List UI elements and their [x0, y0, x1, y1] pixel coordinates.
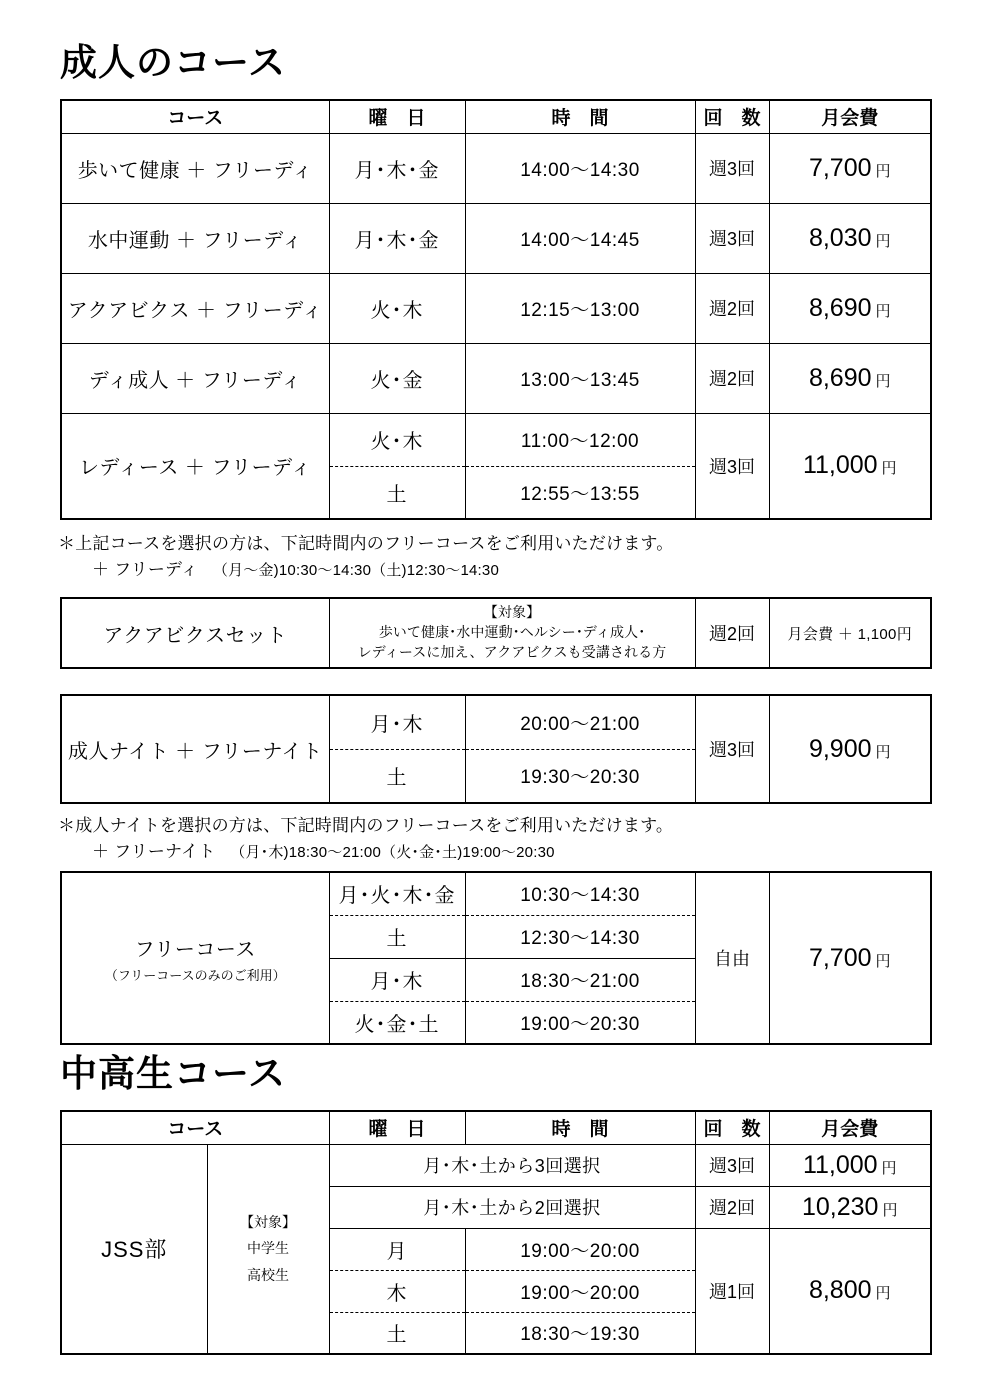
- course-frequency: 週3回: [695, 203, 769, 273]
- header-day: 曜 日: [329, 100, 465, 133]
- fee-unit: 円: [875, 302, 891, 320]
- course-frequency: 週2回: [695, 598, 769, 668]
- note-free-day-line2: [58, 557, 673, 583]
- course-name: アクアビクス ＋ フリーディ: [61, 273, 329, 343]
- header-day: 曜 日: [329, 1111, 465, 1144]
- course-day: 土: [329, 749, 465, 803]
- table-row: [61, 203, 931, 273]
- course-day: 月･木･金: [329, 203, 465, 273]
- note-free-night: [58, 813, 673, 866]
- fee-unit: 円: [882, 1201, 898, 1219]
- table-row-jss-select-3: [61, 1144, 931, 1186]
- course-time: 18:30〜21:00: [465, 958, 695, 1001]
- course-day: 月･火･木･金: [329, 872, 465, 915]
- header-course: コース: [61, 100, 329, 133]
- header-time: 時 間: [465, 100, 695, 133]
- fee-unit: 円: [875, 232, 891, 250]
- course-day: 土: [329, 1312, 465, 1354]
- course-frequency: 週3回: [695, 1144, 769, 1186]
- fee-unit: 円: [875, 1285, 891, 1303]
- note-free-day: [58, 531, 673, 584]
- course-day: 火･木: [329, 413, 465, 466]
- header-fee: 月会費: [769, 100, 931, 133]
- course-time: 19:00〜20:00: [465, 1270, 695, 1312]
- note-free-day-value: （月〜金)10:30〜14:30（土)12:30〜14:30: [212, 562, 500, 580]
- course-frequency: 週2回: [695, 273, 769, 343]
- course-day-time: 月･木･土から3回選択: [329, 1144, 695, 1186]
- course-frequency: 週3回: [695, 695, 769, 803]
- course-fee: [769, 872, 931, 1044]
- course-name-sub: （フリーコースのみのご利用）: [104, 967, 286, 983]
- header-frequency: 回 数: [695, 1111, 769, 1144]
- table-header-row: [61, 100, 931, 133]
- course-fee: [769, 1228, 931, 1354]
- target-line-2: レディースに加え、アクアビクスも受講される方: [357, 643, 667, 660]
- course-frequency: 週2回: [695, 1186, 769, 1228]
- course-day: 月: [329, 1228, 465, 1270]
- course-fee: [769, 203, 931, 273]
- course-frequency: 週3回: [695, 133, 769, 203]
- course-name: JSS部: [61, 1144, 207, 1354]
- adult-night-table: [60, 694, 932, 804]
- course-day: 土: [329, 915, 465, 958]
- fee-unit: 円: [875, 162, 891, 180]
- course-day: 月･木: [329, 695, 465, 749]
- table-row: [61, 343, 931, 413]
- course-time: 14:00〜14:30: [465, 133, 695, 203]
- fee-amount: 10,230: [802, 1192, 879, 1221]
- course-name: 成人ナイト ＋ フリーナイト: [61, 695, 329, 803]
- course-day: 木: [329, 1270, 465, 1312]
- fee-amount: 7,700: [808, 153, 872, 182]
- target-line-1: 歩いて健康･水中運動･ヘルシー･ディ成人･: [378, 624, 646, 641]
- course-fee: [769, 413, 931, 519]
- course-time: 19:00〜20:30: [465, 1001, 695, 1044]
- course-name-main: フリーコース: [134, 938, 256, 961]
- course-day: 土: [329, 466, 465, 519]
- header-frequency: 回 数: [695, 100, 769, 133]
- course-time: 11:00〜12:00: [465, 413, 695, 466]
- target-heading: 【対象】: [240, 1213, 296, 1230]
- fee-amount: 11,000: [802, 1150, 878, 1179]
- target-line-1: 中学生: [247, 1240, 289, 1257]
- note-free-night-value: （月･木)18:30〜21:00（火･金･土)19:00〜20:30: [230, 844, 555, 862]
- fee-unit: 円: [875, 952, 891, 970]
- course-name: 歩いて健康 ＋ フリーディ: [61, 133, 329, 203]
- note-free-night-line2: [58, 839, 673, 865]
- fee-amount: 7,700: [808, 943, 872, 972]
- course-time: 19:30〜20:30: [465, 749, 695, 803]
- table-row-night-upper: [61, 695, 931, 749]
- course-day: 火･金･土: [329, 1001, 465, 1044]
- course-time: 14:00〜14:45: [465, 203, 695, 273]
- course-day: 月･木: [329, 958, 465, 1001]
- course-name: ディ成人 ＋ フリーディ: [61, 343, 329, 413]
- course-time: 18:30〜19:30: [465, 1312, 695, 1354]
- course-time: 13:00〜13:45: [465, 343, 695, 413]
- course-name: 水中運動 ＋ フリーディ: [61, 203, 329, 273]
- aqua-set-table: [60, 597, 932, 669]
- course-fee: [769, 1144, 931, 1186]
- course-time: 20:00〜21:00: [465, 695, 695, 749]
- fee-unit: 円: [881, 460, 897, 478]
- course-frequency: 週3回: [695, 413, 769, 519]
- note-free-day-label: ＋ フリーディ: [92, 560, 199, 580]
- target-line-2: 高校生: [247, 1267, 289, 1284]
- jss-target-description: [207, 1144, 329, 1354]
- course-fee: [769, 343, 931, 413]
- table-header-row: [61, 1111, 931, 1144]
- course-name: レディース ＋ フリーディ: [61, 413, 329, 519]
- table-row-ladies-upper: [61, 413, 931, 466]
- table-row: [61, 133, 931, 203]
- page-title-adult-courses: 成人のコース: [60, 42, 287, 83]
- note-free-night-line1: ＊成人ナイトを選択の方は、下記時間内のフリーコースをご利用いただけます。: [58, 816, 674, 835]
- course-day: 月･木･金: [329, 133, 465, 203]
- table-row-free-1: [61, 872, 931, 915]
- course-fee: [769, 133, 931, 203]
- note-free-night-label: ＋ フリーナイト: [92, 842, 216, 862]
- table-row-aqua-set: [61, 598, 931, 668]
- course-name: アクアビクスセット: [61, 598, 329, 668]
- fee-unit: 円: [881, 1159, 897, 1177]
- course-frequency: 週1回: [695, 1228, 769, 1354]
- course-fee: [769, 273, 931, 343]
- course-frequency: 週2回: [695, 343, 769, 413]
- note-free-day-line1: ＊上記コースを選択の方は、下記時間内のフリーコースをご利用いただけます。: [58, 534, 674, 553]
- fee-amount: 8,030: [808, 223, 872, 252]
- student-course-table: [60, 1110, 932, 1355]
- fee-amount: 9,900: [808, 734, 872, 763]
- fee-unit: 円: [875, 743, 891, 761]
- course-time: 19:00〜20:00: [465, 1228, 695, 1270]
- course-fee: [769, 695, 931, 803]
- target-heading: 【対象】: [483, 604, 541, 621]
- fee-unit: 円: [875, 372, 891, 390]
- course-day: 火･木: [329, 273, 465, 343]
- page-title-student-courses: 中高生コース: [60, 1053, 287, 1094]
- course-frequency: 自由: [695, 872, 769, 1044]
- free-course-table: [60, 871, 932, 1045]
- course-fee: [769, 1186, 931, 1228]
- fee-amount: 8,690: [808, 293, 872, 322]
- table-row: [61, 273, 931, 343]
- fee-amount: 11,000: [802, 451, 878, 480]
- header-fee: 月会費: [769, 1111, 931, 1144]
- adult-course-table: [60, 99, 932, 520]
- course-time: 10:30〜14:30: [465, 872, 695, 915]
- course-time: 12:15〜13:00: [465, 273, 695, 343]
- aqua-set-target-description: [329, 598, 695, 668]
- course-day-time: 月･木･土から2回選択: [329, 1186, 695, 1228]
- fee-amount: 8,800: [808, 1276, 872, 1305]
- course-fee: 月会費 ＋ 1,100円: [769, 598, 931, 668]
- course-day: 火･金: [329, 343, 465, 413]
- course-name: [61, 872, 329, 1044]
- header-course: コース: [61, 1111, 329, 1144]
- fee-amount: 8,690: [808, 363, 872, 392]
- header-time: 時 間: [465, 1111, 695, 1144]
- course-time: 12:55〜13:55: [465, 466, 695, 519]
- course-time: 12:30〜14:30: [465, 915, 695, 958]
